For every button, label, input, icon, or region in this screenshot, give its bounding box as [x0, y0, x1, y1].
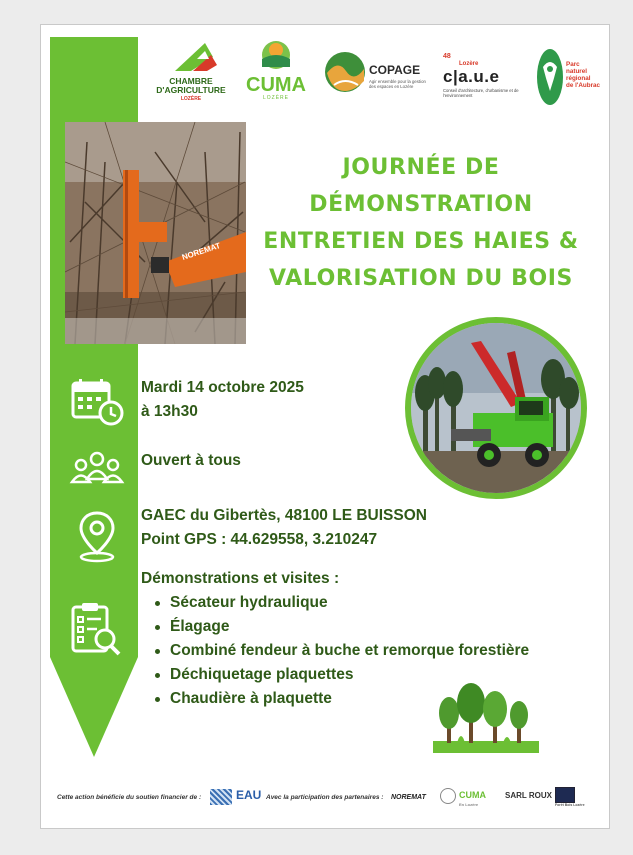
partner-seal-icon: [440, 788, 456, 804]
cuma-logo: [243, 39, 309, 103]
event-title: [241, 149, 601, 297]
partner-cuma: CUMA: [459, 790, 486, 800]
hedge-trimmer-photo: [65, 122, 246, 344]
event-time: à 13h30: [141, 403, 198, 420]
title-line4: VALORISATION DU BOIS: [268, 266, 574, 291]
copage-logo: [324, 39, 428, 103]
parc-line4: de l'Aubrac: [566, 82, 601, 89]
parc-line3: régional: [566, 75, 591, 82]
caue-logo: [441, 39, 527, 103]
event-audience: Ouvert à tous: [141, 452, 241, 469]
demo-item: Combiné fendeur à buche et remorque forestière: [170, 639, 529, 663]
demo-item: Chaudière à plaquette: [170, 687, 529, 711]
parc-line1: Parc: [566, 61, 580, 68]
funder-logo: EAU: [236, 788, 262, 802]
title-line3: ENTRETIEN DES HAIES &: [263, 229, 579, 254]
event-datetime: [141, 376, 304, 424]
partner-fbl-icon: [555, 787, 575, 803]
trees-illustration: [433, 681, 539, 753]
people-group-icon: [67, 447, 127, 497]
title-line1: JOURNÉE DE: [342, 155, 500, 180]
cuma-sub: LOZÈRE: [262, 95, 289, 101]
forestry-machine-photo: [405, 317, 587, 499]
partner-fbl-label: Forêt Bois Lozère: [555, 803, 585, 807]
event-location-block: [141, 504, 427, 552]
funder-emblem-icon: [210, 789, 232, 805]
demo-item: Sécateur hydraulique: [170, 591, 529, 615]
clipboard-search-icon: [67, 601, 127, 661]
photo-brand-label: NOREMAT: [180, 241, 222, 262]
caue-sub: Conseil d'architecture, d'urbanisme et de l'environnement: [443, 88, 519, 98]
partner-sarl-roux: SARL ROUX: [505, 791, 552, 800]
map-pin-icon: [67, 509, 127, 559]
partner-noremat: NOREMAT: [391, 794, 426, 801]
chambre-line2: D'AGRICULTURE: [156, 85, 226, 95]
demo-item: Déchiquetage plaquettes: [170, 663, 529, 687]
caue-name: c|a.u.e: [443, 67, 500, 86]
caue-dept: Lozère: [459, 61, 479, 67]
event-gps: Point GPS : 44.629558, 3.210247: [141, 531, 378, 548]
copage-name: COPAGE: [369, 63, 421, 77]
title-line2: DÉMONSTRATION: [309, 192, 533, 217]
parc-aubrac-logo: [534, 39, 602, 103]
event-location: GAEC du Gibertès, 48100 LE BUISSON: [141, 507, 427, 524]
partners-text: Avec la participation des partenaires :: [266, 794, 384, 801]
event-date: Mardi 14 octobre 2025: [141, 379, 304, 396]
cuma-name: CUMA: [246, 74, 306, 96]
funding-text: Cette action bénéficie du soutien financier de :: [57, 794, 202, 801]
demo-item: Élagage: [170, 615, 529, 639]
partner-cuma-sub: En Lozère: [459, 802, 479, 807]
calendar-clock-icon: [67, 377, 127, 427]
chambre-agriculture-logo: [155, 39, 227, 103]
parc-line2: naturel: [566, 68, 587, 75]
poster: [40, 24, 610, 829]
caue-num: 48: [443, 53, 451, 60]
demos-title: Démonstrations et visites :: [141, 570, 340, 587]
chambre-line1: CHAMBRE: [169, 76, 213, 86]
chambre-line3: LOZÈRE: [180, 96, 202, 102]
copage-sub: Agir ensemble pour la gestion des espaces en Lozère: [369, 79, 426, 89]
footer-partners: [53, 783, 598, 813]
